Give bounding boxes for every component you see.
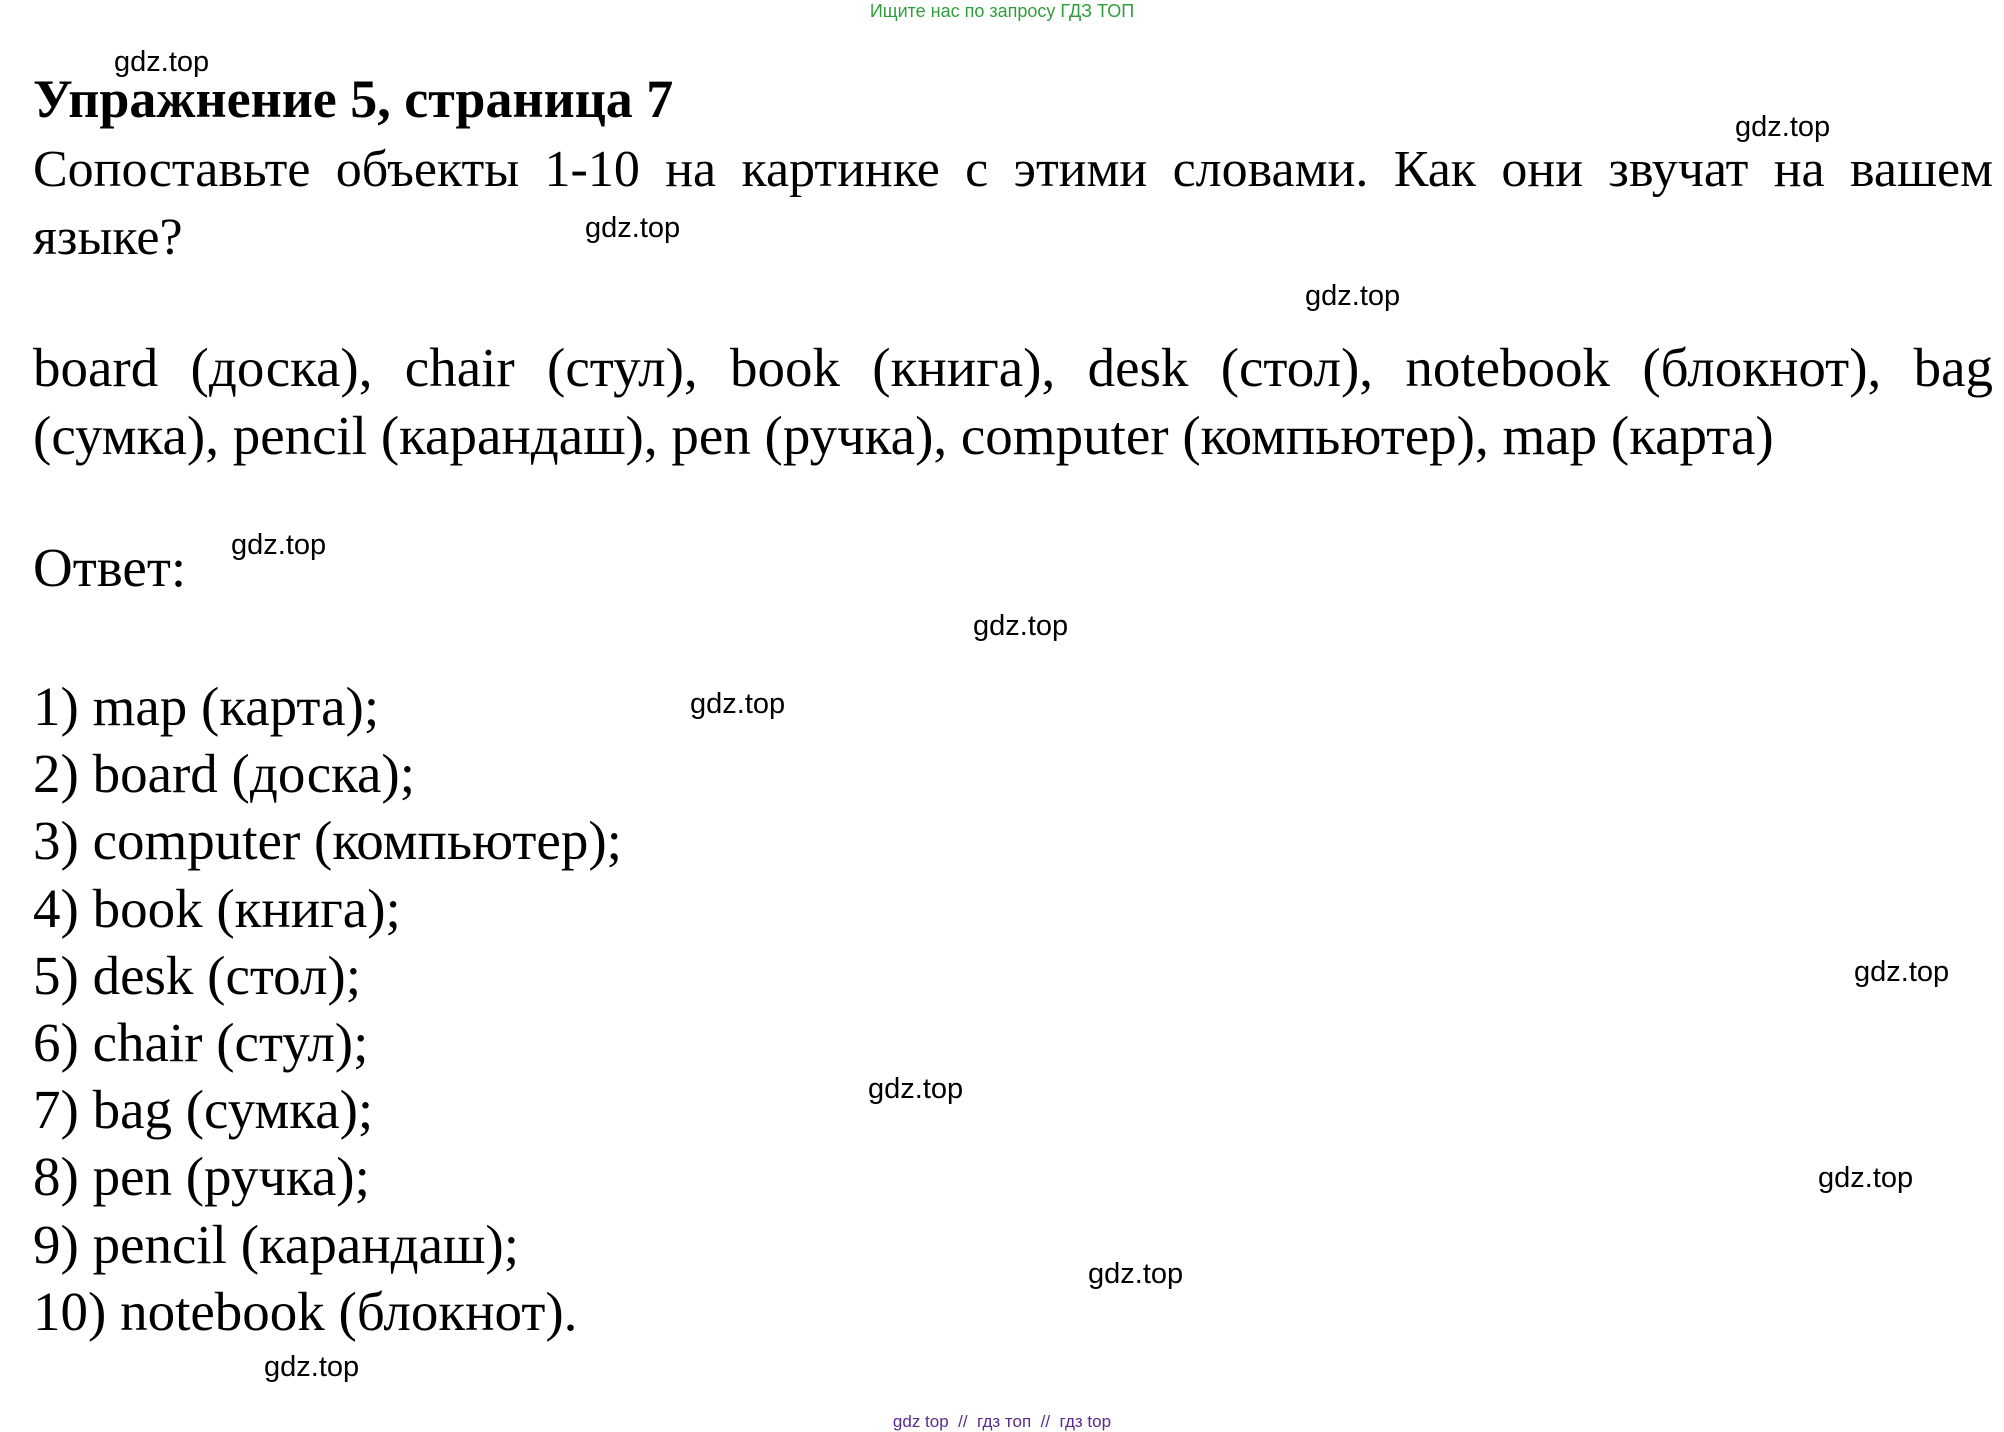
answer-label: Ответ: (33, 537, 187, 598)
watermark: gdz.top (1818, 1162, 1914, 1194)
answer-item: 3) computer (компьютер); (33, 810, 622, 872)
watermark: gdz.top (585, 212, 681, 244)
footer-separator: // (958, 1412, 968, 1431)
page-title: Упражнение 5, страница 7 (33, 69, 674, 129)
watermark: gdz.top (868, 1073, 964, 1105)
watermark: gdz.top (114, 46, 210, 78)
watermark: gdz.top (231, 529, 327, 561)
footer (0, 1412, 2004, 1432)
answer-item: 9) pencil (карандаш); (33, 1213, 520, 1275)
answer-item: 1) map (карта); (33, 676, 380, 737)
footer-link[interactable]: gdz top (892, 1412, 949, 1431)
answer-item: 2) board (доска); (33, 743, 416, 805)
watermark: gdz.top (973, 610, 1069, 642)
watermark: gdz.top (1854, 956, 1950, 988)
watermark: gdz.top (1088, 1258, 1184, 1290)
answer-item: 5) desk (стол); (33, 944, 361, 1006)
answer-item: 8) pen (ручка); (33, 1146, 370, 1208)
footer-link[interactable]: гдз top (1059, 1412, 1112, 1431)
footer-separator: // (1040, 1412, 1051, 1431)
answer-list (33, 673, 622, 1345)
answer-item: 10) notebook (блокнот). (33, 1280, 578, 1342)
watermark: gdz.top (1735, 111, 1831, 143)
watermark: gdz.top (690, 688, 786, 720)
answer-item: 6) chair (стул); (33, 1012, 369, 1074)
answer-item: 7) bag (сумка); (33, 1079, 374, 1141)
answer-item: 4) book (книга); (33, 877, 401, 939)
task-text: Сопоставьте объекты 1-10 на картинке с этими словами. Как они звучат на вашем языке? (33, 141, 1993, 266)
footer-link[interactable]: гдз топ (977, 1412, 1032, 1431)
watermark: gdz.top (264, 1351, 360, 1383)
search-banner: Ищите нас по запросу ГДЗ ТОП (869, 1, 1135, 21)
word-list: board (доска), chair (стул), book (книга), desk (стол), notebook (блокнот), bag (сумка), pencil (карандаш), pen (ручка), computer (компьютер), map (карта) (33, 337, 1993, 466)
watermark: gdz.top (1305, 280, 1401, 312)
